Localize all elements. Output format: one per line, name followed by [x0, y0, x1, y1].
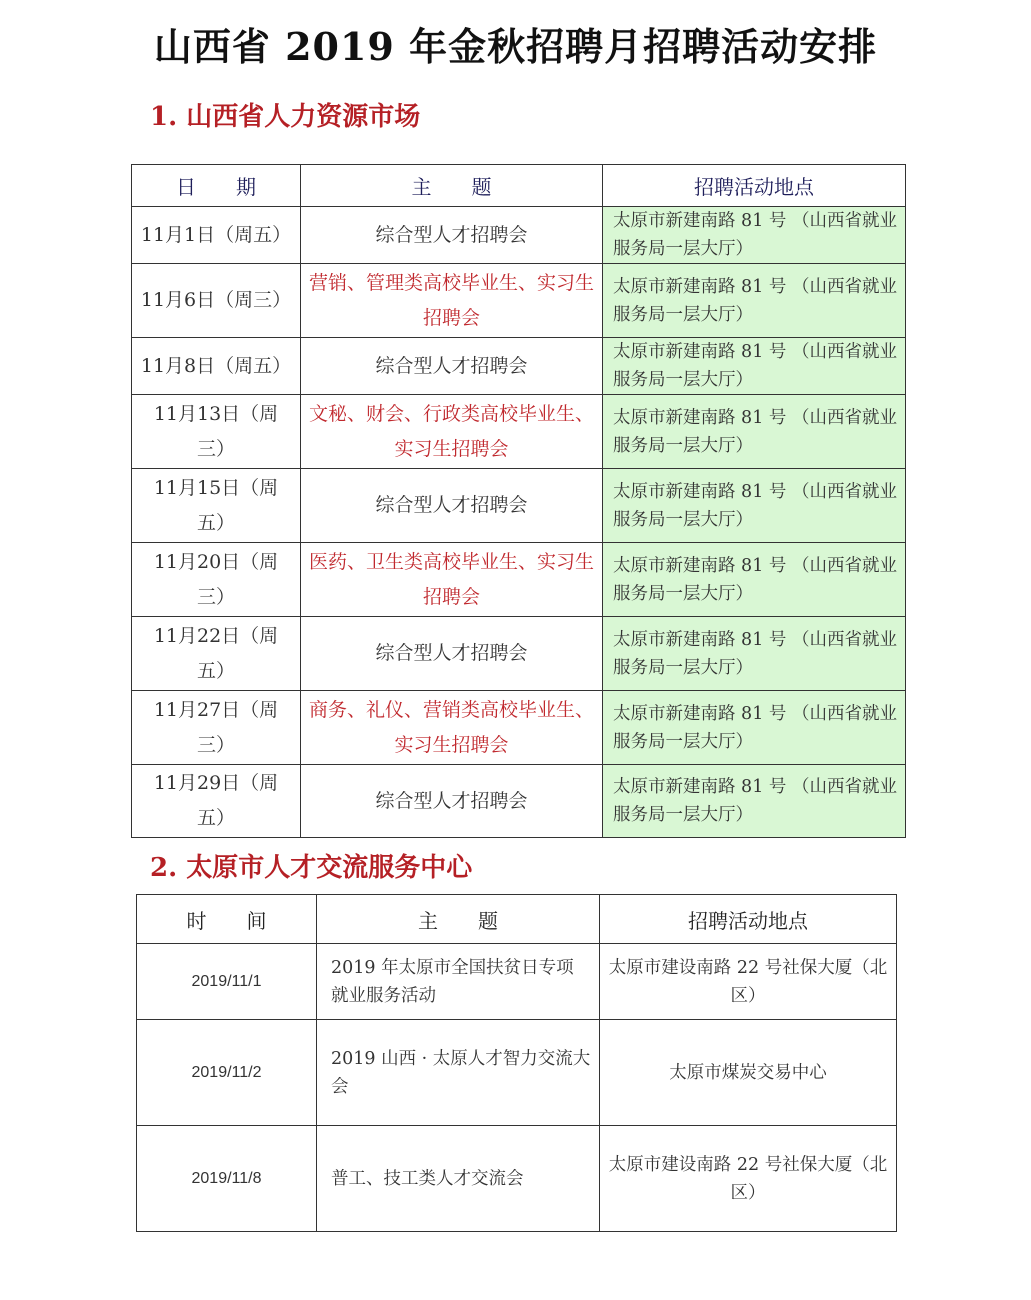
topic-cell: 商务、礼仪、营销类高校毕业生、实习生招聘会: [301, 691, 603, 765]
topic-cell: 营销、管理类高校毕业生、实习生招聘会: [301, 264, 603, 338]
topic-cell: 综合型人才招聘会: [301, 469, 603, 543]
date-cell: 11月29日（周五）: [132, 765, 301, 838]
location-cell: 太原市新建南路 81 号 （山西省就业服务局一层大厅）: [603, 207, 906, 264]
table-row: [132, 543, 906, 617]
table-row: [132, 395, 906, 469]
column-header-location: 招聘活动地点: [600, 895, 897, 944]
location-cell: 太原市新建南路 81 号 （山西省就业服务局一层大厅）: [603, 469, 906, 543]
date-cell: 11月22日（周五）: [132, 617, 301, 691]
section-heading-provincial-market: 1. 山西省人力资源市场: [150, 102, 421, 132]
topic-cell: 文秘、财会、行政类高校毕业生、实习生招聘会: [301, 395, 603, 469]
date-cell: 11月8日（周五）: [132, 338, 301, 395]
location-cell: 太原市新建南路 81 号 （山西省就业服务局一层大厅）: [603, 264, 906, 338]
topic-cell: 综合型人才招聘会: [301, 765, 603, 838]
date-cell: 11月6日（周三）: [132, 264, 301, 338]
table-row: [132, 617, 906, 691]
time-cell: 2019/11/1: [137, 944, 317, 1020]
topic-cell: 2019 山西 · 太原人才智力交流大会: [317, 1020, 600, 1126]
taiyuan-schedule-table: [136, 894, 897, 1232]
section-heading-taiyuan-center: 2. 太原市人才交流服务中心: [150, 853, 473, 883]
topic-cell: 综合型人才招聘会: [301, 207, 603, 264]
table-header-row: [137, 895, 897, 944]
date-cell: 11月13日（周三）: [132, 395, 301, 469]
location-cell: 太原市煤炭交易中心: [600, 1020, 897, 1126]
table-row: [132, 469, 906, 543]
table-row: [132, 338, 906, 395]
column-header-time: 时 间: [137, 895, 317, 944]
topic-cell: 综合型人才招聘会: [301, 617, 603, 691]
date-cell: 11月1日（周五）: [132, 207, 301, 264]
table-header-row: [132, 165, 906, 207]
time-cell: 2019/11/8: [137, 1126, 317, 1232]
date-cell: 11月15日（周五）: [132, 469, 301, 543]
table-row: [137, 1020, 897, 1126]
topic-cell: 普工、技工类人才交流会: [317, 1126, 600, 1232]
time-cell: 2019/11/2: [137, 1020, 317, 1126]
topic-cell: 医药、卫生类高校毕业生、实习生招聘会: [301, 543, 603, 617]
location-cell: 太原市新建南路 81 号 （山西省就业服务局一层大厅）: [603, 765, 906, 838]
location-cell: 太原市建设南路 22 号社保大厦（北区）: [600, 1126, 897, 1232]
provincial-schedule-table: [131, 164, 906, 838]
column-header-date: 日 期: [132, 165, 301, 207]
page-title: 山西省 2019 年金秋招聘月招聘活动安排: [153, 24, 878, 69]
location-cell: 太原市新建南路 81 号 （山西省就业服务局一层大厅）: [603, 338, 906, 395]
location-cell: 太原市新建南路 81 号 （山西省就业服务局一层大厅）: [603, 691, 906, 765]
column-header-location: 招聘活动地点: [603, 165, 906, 207]
location-cell: 太原市新建南路 81 号 （山西省就业服务局一层大厅）: [603, 543, 906, 617]
topic-cell: 2019 年太原市全国扶贫日专项就业服务活动: [317, 944, 600, 1020]
table-row: [137, 1126, 897, 1232]
date-cell: 11月27日（周三）: [132, 691, 301, 765]
location-cell: 太原市新建南路 81 号 （山西省就业服务局一层大厅）: [603, 617, 906, 691]
table-row: [132, 264, 906, 338]
table-row: [132, 691, 906, 765]
location-cell: 太原市建设南路 22 号社保大厦（北区）: [600, 944, 897, 1020]
topic-cell: 综合型人才招聘会: [301, 338, 603, 395]
date-cell: 11月20日（周三）: [132, 543, 301, 617]
location-cell: 太原市新建南路 81 号 （山西省就业服务局一层大厅）: [603, 395, 906, 469]
table-row: [132, 765, 906, 838]
column-header-topic: 主 题: [301, 165, 603, 207]
column-header-topic: 主 题: [317, 895, 600, 944]
table-row: [132, 207, 906, 264]
table-row: [137, 944, 897, 1020]
